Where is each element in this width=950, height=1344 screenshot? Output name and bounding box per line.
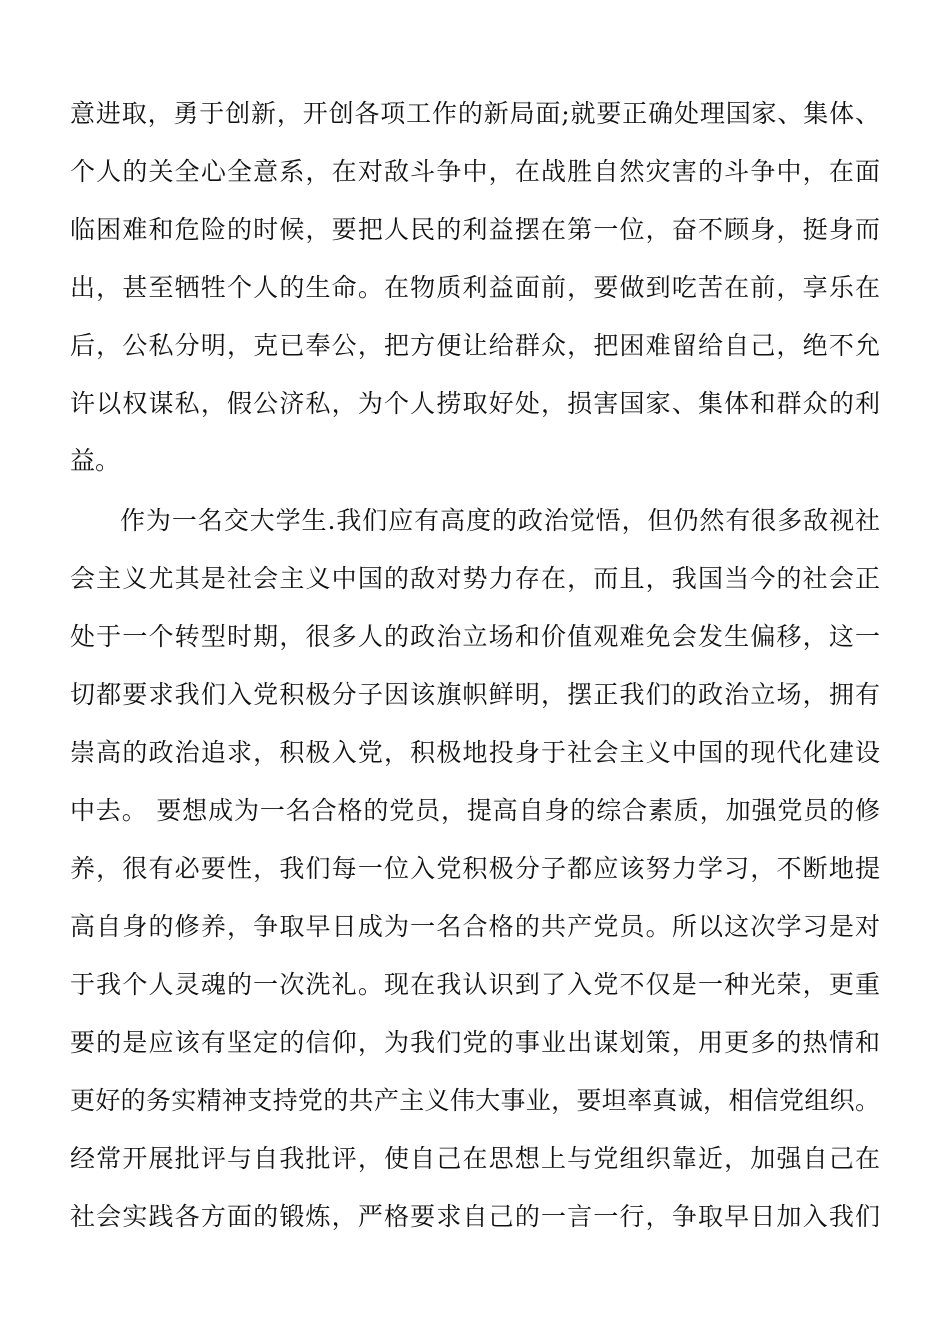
paragraph-2-line-5: 崇高的政治追求，积极入党，积极地投身于社会主义中国的现代化建设 [70,738,880,767]
paragraph-2-line-4: 切都要求我们入党积极分子因该旗帜鲜明，摆正我们的政治立场，拥有 [70,680,880,709]
paragraph-1-line-1: 意进取，勇于创新，开创各项工作的新局面;就要正确处理国家、集体、 [70,99,880,128]
paragraph-2-line-3: 处于一个转型时期，很多人的政治立场和价值观难免会发生偏移，这一 [70,622,880,651]
paragraph-2-line-11: 更好的务实精神支持党的共产主义伟大事业，要坦率真诚，相信党组织。 [70,1086,880,1115]
paragraph-2-line-2: 会主义尤其是社会主义中国的敌对势力存在，而且，我国当今的社会正 [70,564,880,593]
paragraph-2-line-7: 养，很有必要性，我们每一位入党积极分子都应该努力学习，不断地提 [70,854,880,883]
paragraph-2-line-1: 作为一名交大学生.我们应有高度的政治觉悟，但仍然有很多敌视社 [120,506,880,535]
paragraph-2-line-9: 于我个人灵魂的一次洗礼。现在我认识到了入党不仅是一种光荣，更重 [70,970,880,999]
paragraph-2-line-13: 社会实践各方面的锻炼，严格要求自己的一言一行，争取早日加入我们 [70,1202,880,1231]
paragraph-1-line-5: 后，公私分明，克已奉公，把方便让给群众，把困难留给自己，绝不允 [70,331,880,360]
paragraph-1-line-2: 个人的关全心全意系，在对敌斗争中，在战胜自然灾害的斗争中，在面 [70,157,880,186]
paragraph-2-line-12: 经常开展批评与自我批评，使自己在思想上与党组织靠近，加强自己在 [70,1144,880,1173]
paragraph-2-line-10: 要的是应该有坚定的信仰，为我们党的事业出谋划策，用更多的热情和 [70,1028,880,1057]
paragraph-2-line-6: 中去。 要想成为一名合格的党员，提高自身的综合素质，加强党员的修 [70,796,880,825]
paragraph-1-line-4: 出，甚至牺牲个人的生命。在物质利益面前，要做到吃苦在前，享乐在 [70,273,880,302]
paragraph-1-line-3: 临困难和危险的时候，要把人民的利益摆在第一位，奋不顾身，挺身而 [70,215,880,244]
paragraph-1-line-7: 益。 [70,446,121,475]
paragraph-1-line-6: 许以权谋私，假公济私，为个人捞取好处，损害国家、集体和群众的利 [70,389,880,418]
paragraph-2-line-8: 高自身的修养，争取早日成为一名合格的共产党员。所以这次学习是对 [70,912,880,941]
